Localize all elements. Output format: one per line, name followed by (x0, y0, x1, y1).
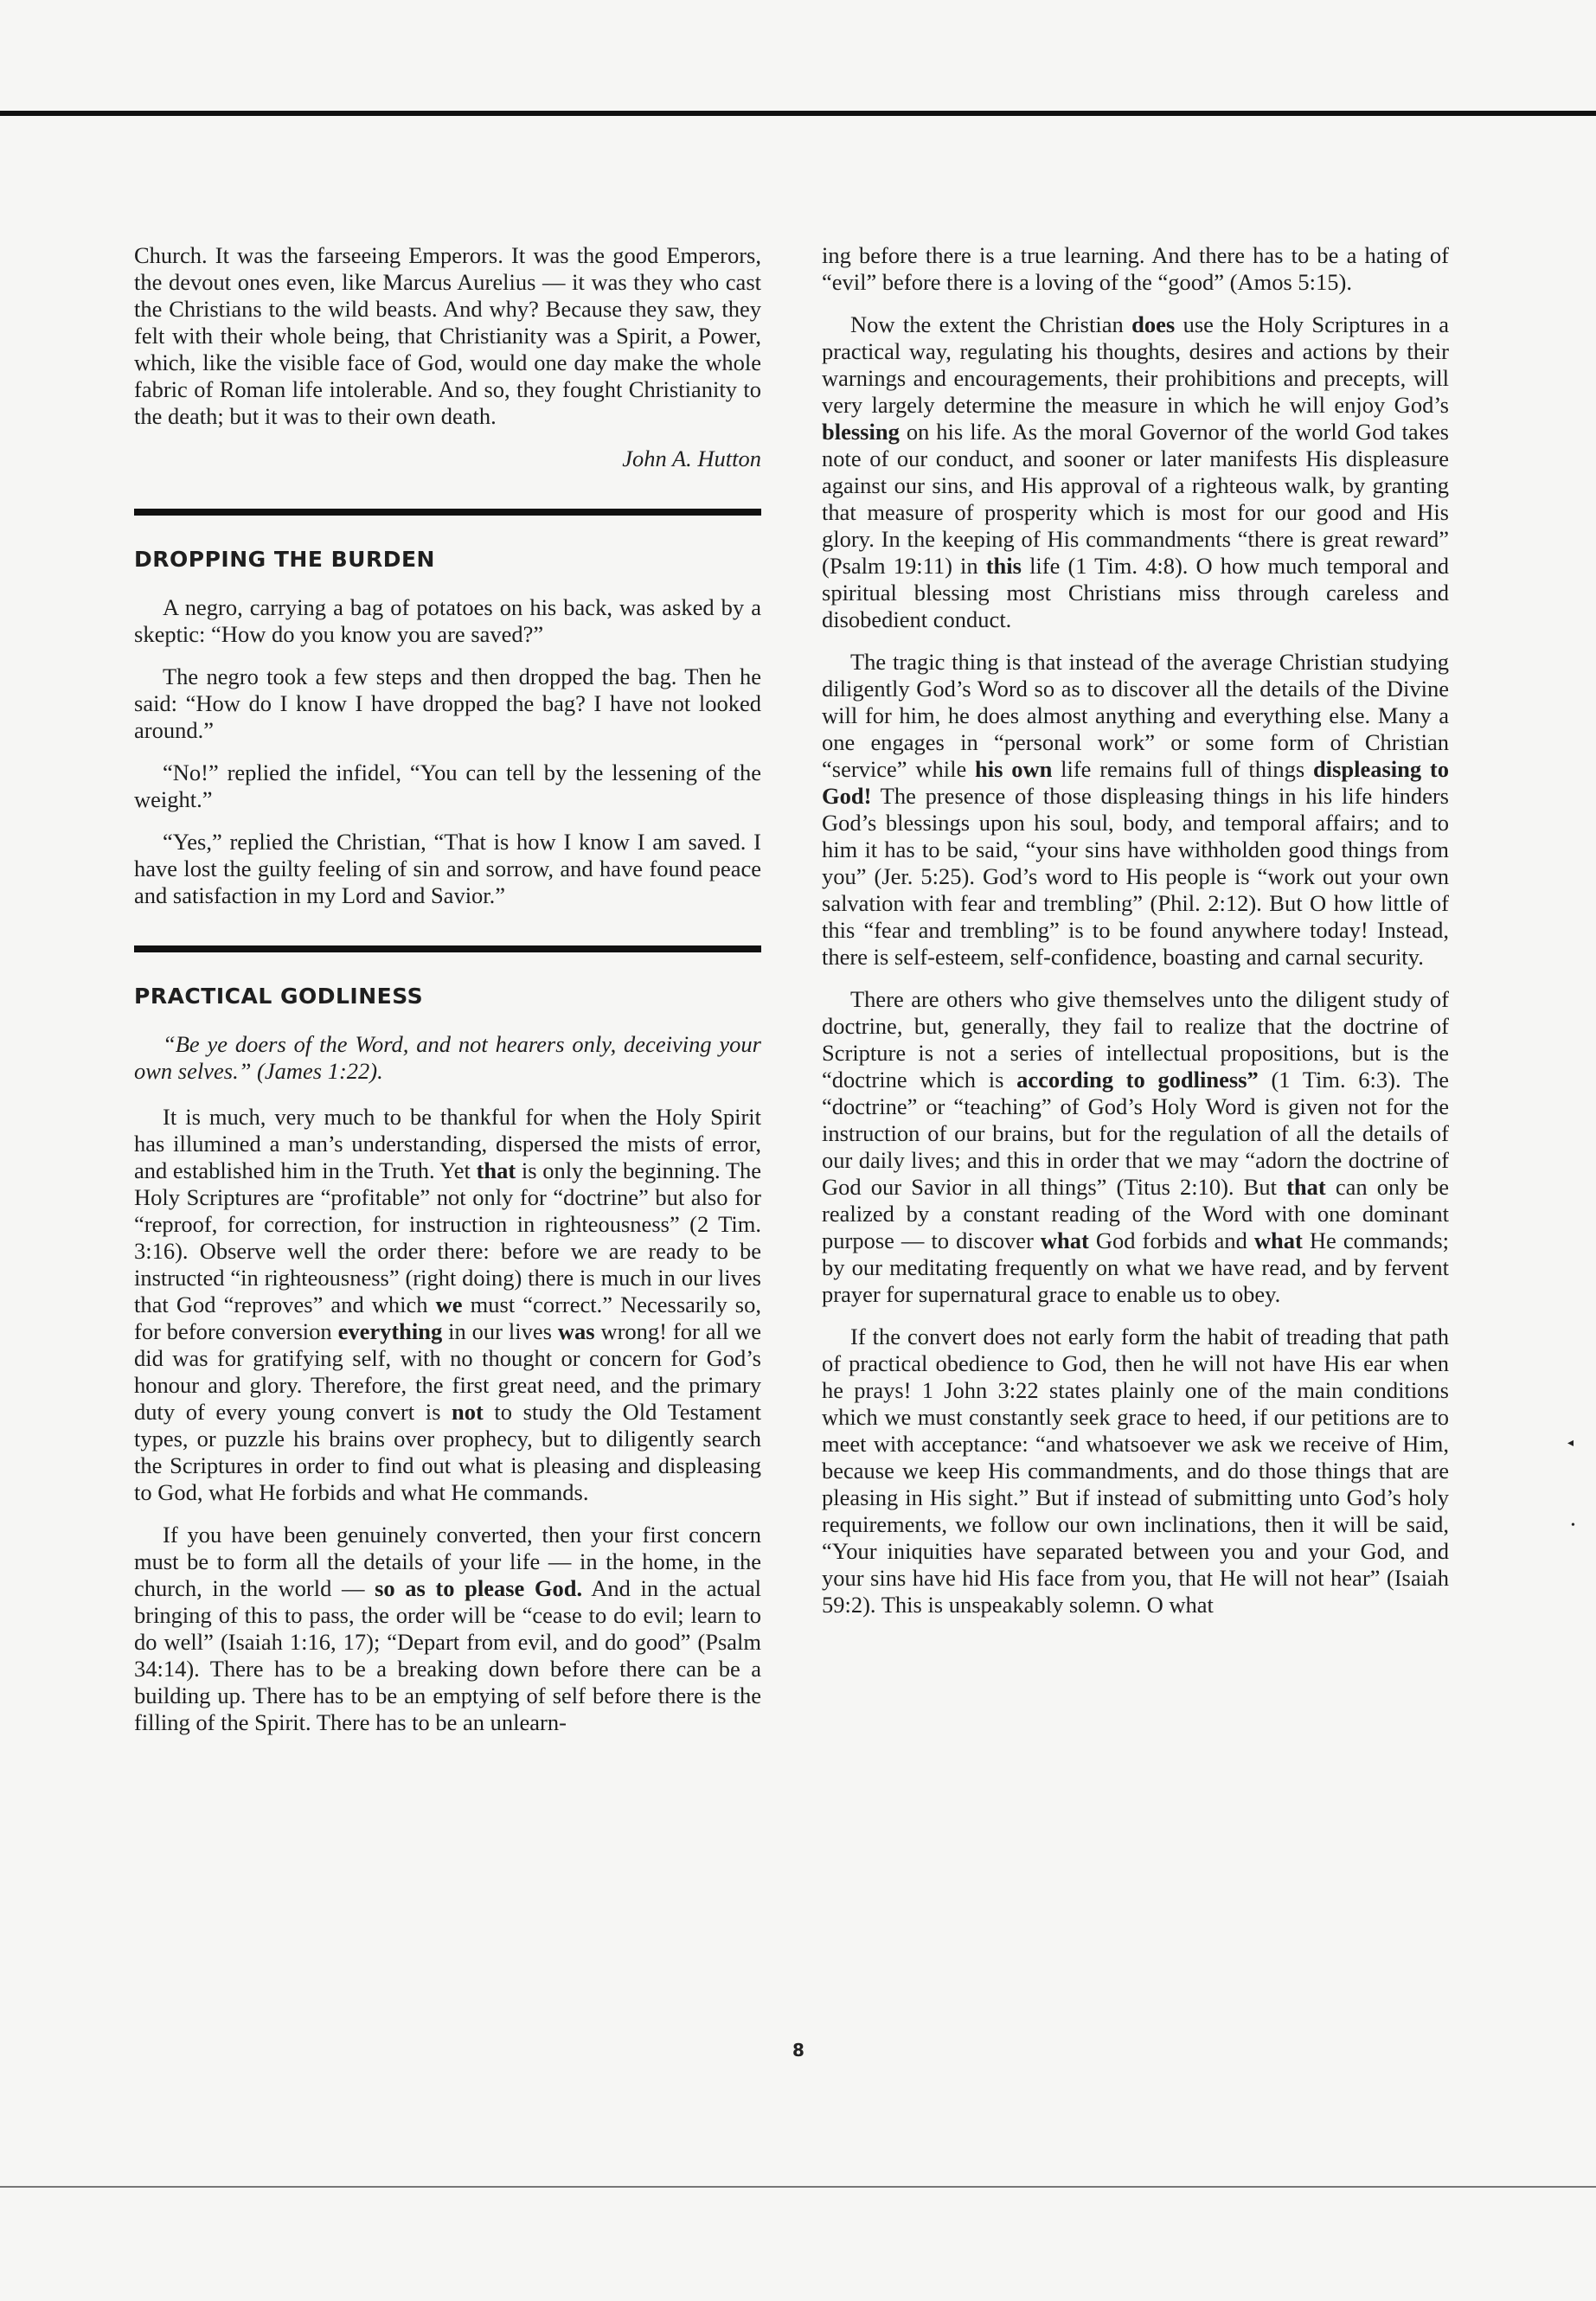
continued-paragraph: ing before there is a true learning. And there has to be a hating of “evil” before there is a loving of the “good” (Amos 5:15). (822, 242, 1449, 295)
story-paragraph: “No!” replied the infidel, “You can tell by the lessening of the weight.” (134, 760, 761, 812)
section-divider (134, 945, 761, 952)
top-border-rule (0, 111, 1596, 116)
page-number: 8 (792, 2040, 804, 2061)
body-paragraph: Now the extent the Christian does use the Holy Scriptures in a practical way, regulating his thoughts, desires and actions by their warnings and encouragements, their prohibitions and precepts, will very largely determine the measure in which he will enjoy God’s blessing on his life. As the moral Governor of the world God takes note of our conduct, and sooner or later manifests His displeasure against our sins, and His approval of a righteous walk, by granting that measure of prosperity which is most for our good and His glory. In the keeping of His commandments “there is great reward” (Psalm 19:11) in this life (1 Tim. 4:8). O how much temporal and spiritual blessing most Christians miss through careless and disobedient conduct. (822, 311, 1450, 632)
scripture-motto: “Be ye doers of the Word, and not hearers only, deceiving your own selves.” (James 1:22). (134, 1031, 761, 1084)
body-paragraph: There are others who give themselves unto the diligent study of doctrine, but, generally, they fail to realize that the doctrine of Scripture is not a series of intellectual propositions, but is the “doctrine which is according to godliness” (1 Tim. 6:3). The “doctrine” or “teaching” of God’s Holy Word is given not for the instruction of our brains, but for the regulation of all the details of our daily lives; and this in order that we may “adorn the doctrine of God our Savior in all things” (Titus 2:10). But that can only be realized by a constant reading of the Word with one dominant purpose — to discover what God forbids and what He commands; by our meditating frequently on what we have read, and by fervent prayer for supernatural grace to enable us to obey. (822, 986, 1449, 1307)
story-paragraph: A negro, carrying a bag of potatoes on his back, was asked by a skeptic: “How do you know you are saved?” (134, 594, 761, 647)
story-paragraph: The negro took a few steps and then dropped the bag. Then he said: “How do I know I have dropped the bag? I have not looked around.” (134, 663, 761, 743)
intro-paragraph: Church. It was the farseeing Emperors. It was the good Emperors, the devout ones even, like Marcus Aurelius — it was they who cast the Christians to the wild beasts. And why? Because they saw, they felt with their whole being, that Christianity was a Spirit, a Power, which, like the visible face of God, would one day make the whole fabric of Roman life intolerable. And so, they fought Christianity to the death; but it was to their own death. (134, 242, 761, 429)
section-divider (134, 509, 761, 516)
body-paragraph: If you have been genuinely converted, then your first concern must be to form all the details of your life — in the home, in the church, in the world — so as to please God. And in the actual bringing of this to pass, the order will be “cease to do evil; learn to do well” (Isaiah 1:16, 17); “Depart from evil, and do good” (Psalm 34:14). There has to be a breaking down before there can be a building up. There has to be an emptying of self before there is the filling of the Spirit. There has to be an unlearn- (134, 1522, 761, 1735)
body-paragraph: The tragic thing is that instead of the average Christian studying diligently God’s Word so as to discover all the details of the Divine will for him, he does almost anything and everything else. Many a one engages in “personal work” or some form of Christian “service” while his own life remains full of things displeasing to God! The presence of those displeasing things in his life hinders God’s blessings upon his soul, body, and temporal affairs; and to him it has to be said, “your sins have withholden good things from you” (Jer. 5:25). God’s word to His people is “work out your own salvation with fear and trembling” (Phil. 2:12). But O how little of this “fear and trembling” is to be found anywhere today! Instead, there is self-esteem, self-confidence, boasting and carnal security. (822, 649, 1449, 970)
margin-arrow-icon: ◂ (1567, 1437, 1574, 1450)
section-heading-practical-godliness: PRACTICAL GODLINESS (134, 984, 424, 1009)
section-heading-dropping-the-burden: DROPPING THE BURDEN (134, 547, 435, 572)
body-paragraph: It is much, very much to be thankful for when the Holy Spirit has illumined a man’s understanding, dispersed the mists of error, and established him in the Truth. Yet that is only the beginning. The Holy Scriptures are “profitable” not only for “doctrine” but also for “reproof, for correction, for instruction in righteousness” (2 Tim. 3:16). Observe well the order there: before we are ready to be instructed “in righteousness” (right doing) there is much in our lives that God “reproves” and which we must “correct.” Necessarily so, for before conversion everything in our lives was wrong! for all we did was for gratifying self, with no thought or concern for God’s honour and glory. Therefore, the first great need, and the primary duty of every young convert is not to study the Old Testament types, or puzzle his brains over prophecy, but to diligently search the Scriptures in order to find out what is pleasing and displeasing to God, what He forbids and what He commands. (134, 1104, 761, 1505)
left-column (134, 242, 761, 1752)
body-paragraph: If the convert does not early form the habit of treading that path of practical obedience to God, then he will not have His ear when he prays! 1 John 3:22 states plainly one of the main conditions which we must constantly seek grace to heed, if our petitions are to meet with acceptance: “and whatsoever we ask we receive of Him, because we keep His commandments, and do those things that are pleasing in His sight.” But if instead of submitting unto God’s holy requirements, we follow our own inclinations, then it will be said, “Your iniquities have separated between you and your God, and your sins have hid His face from you, that He will not hear” (Isaiah 59:2). This is unspeakably solemn. O what (822, 1324, 1449, 1618)
article-signature: John A. Hutton (622, 445, 761, 471)
bottom-border-rule (0, 2186, 1596, 2188)
story-paragraph: “Yes,” replied the Christian, “That is how I know I am saved. I have lost the guilty feeling of sin and sorrow, and have found peace and satisfaction in my Lord and Savior.” (134, 829, 761, 908)
right-column (822, 242, 1449, 1634)
margin-dot-icon: • (1571, 1519, 1575, 1532)
